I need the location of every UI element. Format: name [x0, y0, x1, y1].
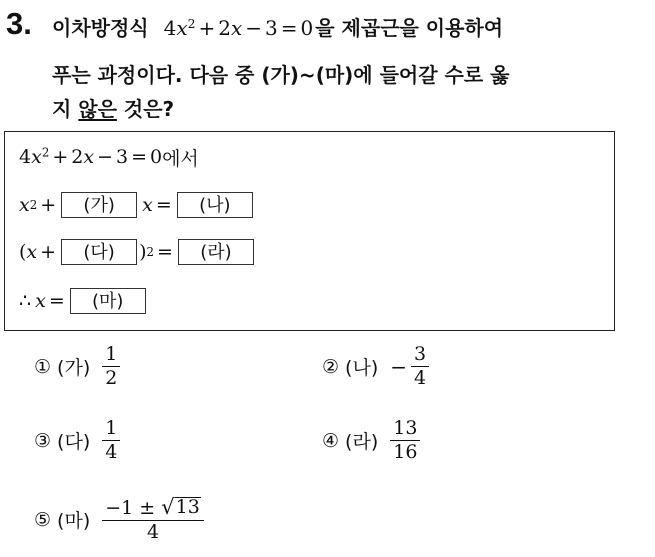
choice-4-numerator: 13 — [390, 419, 420, 441]
choice-3-denominator: 4 — [105, 440, 118, 463]
question-number: 3. — [6, 6, 32, 41]
choice-5-numerator — [102, 497, 204, 521]
choice-4-mark: ④ — [322, 429, 340, 452]
choice-3-mark: ③ — [34, 429, 52, 452]
choice-1-denominator: 2 — [105, 366, 118, 389]
question-line-2: 푸는 과정이다. 다음 중 (가)~(마)에 들어갈 수로 옳 — [52, 63, 510, 87]
choice-2-fraction — [411, 345, 429, 389]
choice-2-denominator: 4 — [414, 366, 427, 389]
question-underlined-word: 않은 — [78, 97, 117, 121]
blank-na: (나) — [177, 192, 253, 218]
choice-2-mark: ② — [322, 355, 340, 378]
question-line3-start: 지 — [52, 97, 79, 121]
blank-ma: (마) — [70, 288, 146, 314]
choice-4-fraction — [390, 419, 420, 463]
choice-1-mark: ① — [34, 355, 52, 378]
choice-5-mark: ⑤ — [34, 508, 52, 531]
blank-da: (다) — [61, 239, 137, 265]
question-equation: $4x^2 + 2x - 3 = 0$ — [163, 16, 314, 40]
choice-1-fraction — [102, 345, 120, 389]
process-step-1 — [19, 142, 199, 172]
process-step-4: ∴ x = (마) — [19, 286, 148, 316]
question-line3-end: 것은? — [116, 97, 175, 121]
choice-2-numerator: 3 — [411, 345, 429, 367]
process-step-3: ( x + (다) ) 2 = (라) — [19, 237, 256, 267]
choice-4[interactable] — [322, 419, 420, 463]
process-equation: $4x^2 + 2x - 3 = 0$ — [19, 145, 163, 168]
question-prefix: 이차방정식 — [52, 16, 149, 40]
question-suffix: 을 제곱근을 이용하여 — [315, 16, 504, 40]
choice-5-label: (마) — [57, 510, 91, 533]
sqrt-icon: √ 13 — [161, 495, 200, 519]
process-step-1-suffix: 에서 — [162, 147, 199, 170]
process-step-2: x 2 + (가) x = (나) — [19, 190, 255, 220]
choice-3-fraction — [102, 419, 120, 463]
choice-5-fraction — [102, 497, 204, 543]
choice-2-label: (나) — [345, 357, 379, 380]
choice-4-denominator: 16 — [393, 440, 418, 463]
choice-3-numerator: 1 — [102, 419, 120, 441]
choice-5-numerator-prefix: −1 ± — [105, 497, 156, 519]
choice-2-sign: − — [390, 354, 407, 379]
choice-3[interactable] — [34, 419, 120, 463]
question-line-3 — [52, 93, 174, 122]
choice-3-label: (다) — [57, 431, 91, 454]
choice-1[interactable] — [34, 345, 120, 389]
choice-4-label: (라) — [345, 431, 379, 454]
solution-process-box — [4, 131, 615, 331]
blank-ra: (라) — [178, 239, 254, 265]
blank-ga: (가) — [61, 192, 137, 218]
choice-1-numerator: 1 — [102, 345, 120, 367]
choice-2[interactable] — [322, 345, 429, 389]
choice-5[interactable] — [34, 497, 204, 543]
question-line-1 — [52, 12, 503, 41]
choice-1-label: (가) — [57, 357, 91, 380]
choice-5-denominator: 4 — [146, 520, 160, 543]
choice-5-radicand: 13 — [175, 496, 200, 519]
